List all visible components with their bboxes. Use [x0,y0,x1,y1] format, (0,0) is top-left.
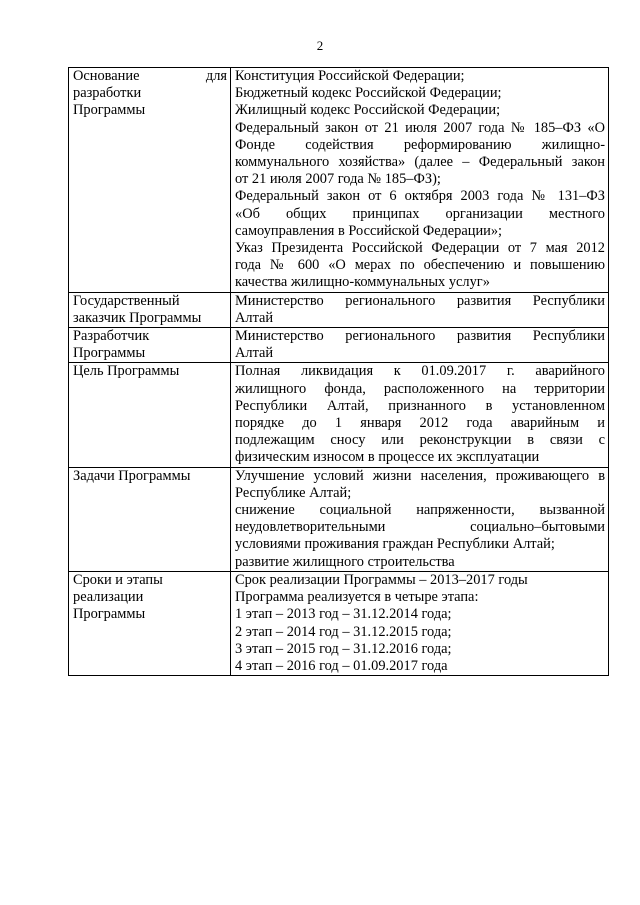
value-line: Фонде содействия реформированию жилищно- [235,136,605,153]
label-line: Задачи Программы [73,467,191,484]
label-line: Цель Программы [73,363,180,380]
value-line: года № 600 «О мерах по обеспечению и повышению [235,257,605,274]
row-label-customer [69,292,231,327]
value-line: самоуправления в Российской Федерации»; [235,222,503,239]
value-line: подлежащим сносу или реконструкции в связи с [235,432,605,449]
row-label-goal [69,363,231,467]
value-line: коммунального хозяйства» (далее – Федеральный закон [235,154,605,171]
row-value-goal [231,363,609,467]
value-line: Министерство регионального развития Республики [235,328,605,345]
value-line: развитие жилищного строительства [235,553,455,570]
program-passport-table [68,67,609,676]
label-line: Программы [73,606,146,623]
value-line: физическим износом в процессе их эксплуатации [235,449,540,466]
value-line: Федеральный закон от 21 июля 2007 года № 185–ФЗ «О [235,119,605,136]
label-line: Сроки и этапы [73,571,163,588]
row-value-tasks [231,467,609,571]
value-line: 3 этап – 2015 год – 31.12.2016 года; [235,640,452,657]
label-line: Государственный [73,292,180,309]
label-line: Основание для [73,68,227,84]
row-label-basis [69,68,231,293]
row-label-tasks [69,467,231,571]
table-row-developer [69,328,609,363]
table-row-customer [69,292,609,327]
value-line: Программа реализуется в четыре этапа: [235,589,479,606]
value-line: Срок реализации Программы – 2013–2017 годы [235,571,528,588]
value-line: 2 этап – 2014 год – 31.12.2015 года; [235,623,452,640]
value-line: неудовлетворительными социально–бытовыми [235,519,605,536]
value-line: Улучшение условий жизни населения, проживающего в [235,467,605,484]
table-row-goal [69,363,609,467]
value-line: Федеральный закон от 6 октября 2003 года № 131–ФЗ [235,188,605,205]
value-line: жилищного фонда, расположенного на территории [235,380,605,397]
row-label-timeline [69,571,231,675]
value-line: условиями проживания граждан Республики Алтай; [235,536,555,553]
label-line: разработки [73,85,142,102]
value-line: «Об общих принципах организации местного [235,205,605,222]
table-row-basis [69,68,609,293]
value-line: Республики Алтай, признанного в установленном [235,397,605,414]
value-line: Алтай [235,345,274,362]
row-value-timeline [231,571,609,675]
value-line: порядке до 1 января 2012 года аварийным и [235,415,605,432]
page-number: 2 [316,38,324,53]
value-line: Министерство регионального развития Республики [235,292,605,309]
value-line: 4 этап – 2016 год – 01.09.2017 года [235,657,448,674]
table-row-timeline [69,571,609,675]
value-line: 1 этап – 2013 год – 31.12.2014 года; [235,606,452,623]
label-line: реализации [73,589,144,606]
value-line: Указ Президента Российской Федерации от 7 мая 2012 [235,240,605,257]
value-line: Полная ликвидация к 01.09.2017 г. аварийного [235,363,605,380]
row-label-developer [69,328,231,363]
value-line: Конституция Российской Федерации; [235,68,465,84]
value-line: Бюджетный кодекс Российской Федерации; [235,85,502,102]
label-line: Программы [73,345,146,362]
label-line: Программы [73,102,146,119]
label-line: Разработчик [73,328,150,345]
row-value-basis [231,68,609,293]
value-line: снижение социальной напряженности, вызванной [235,502,605,519]
value-line: Жилищный кодекс Российской Федерации; [235,102,501,119]
row-value-developer [231,328,609,363]
value-line: Алтай [235,309,274,326]
value-line: Республике Алтай; [235,484,352,501]
value-line: от 21 июля 2007 года № 185–ФЗ); [235,171,441,188]
label-line: заказчик Программы [73,309,202,326]
row-value-customer [231,292,609,327]
table-row-tasks [69,467,609,571]
value-line: качества жилищно-коммунальных услуг» [235,274,490,291]
